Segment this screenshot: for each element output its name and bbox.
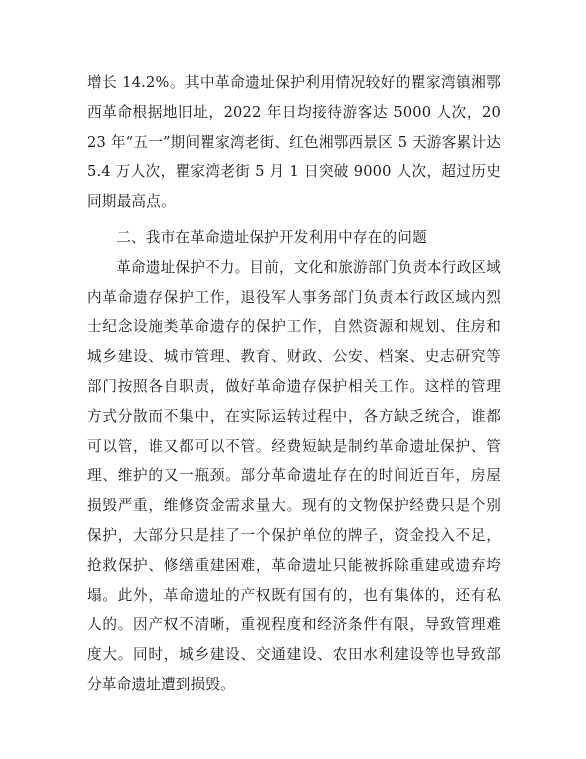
paragraph-protection-problems: 革命遗址保护不力。目前，文化和旅游部门负责本行政区域内革命遗存保护工作，退役军人事务部门负责本行政区域内烈士纪念设施类革命遗存的保护工作，自然资源和规划、住房和城乡建设、城市管理、教育、财政、公安、档案、史志研究等部门按照各自职责，做好革命遗存保护相关工作。这样的管理方式分散而不集中，在实际运转过程中，各方缺乏统合，谁都可以管，谁又都可以不管。经费短缺是制约革命遗址保护、管理、维护的又一瓶颈。部分革命遗址存在的时间近百年，房屋损毁严重，维修资金需求量大。现有的文物保护经费只是个别保护，大部分只是挂了一个保护单位的牌子，资金投入不足，抢救保护、修缮重建困难，革命遗址只能被拆除重建或遗弃垮塌。此外，革命遗址的产权既有国有的，也有集体的，还有私人的。因产权不清晰，重视程度和经济条件有限，导致管理难度大。同时，城乡建设、交通建设、农田水利建设等也导致部分革命遗址遭到损毁。 (87, 258, 501, 693)
document-body (87, 68, 501, 700)
paragraph-statistics: 增长 14.2%。其中革命遗址保护利用情况较好的瞿家湾镇湘鄂西革命根据地旧址，2022 年日均接待游客达 5000 人次，2023 年“五一”期间瞿家湾老街、红色湘鄂西景区 5 天游客累计达 5.4 万人次，瞿家湾老街 5 月 1 日突破 9000 人次，超过历史同期最高点。 (87, 74, 501, 211)
section-heading: 二、我市在革命遗址保护开发利用中存在的问题 (116, 228, 427, 246)
